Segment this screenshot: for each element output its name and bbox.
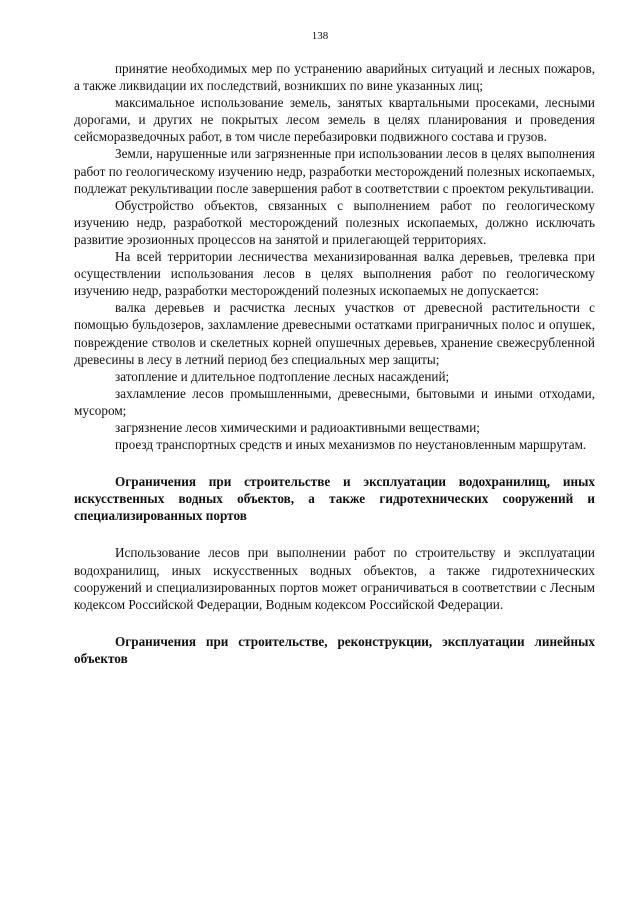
paragraph: захламление лесов промышленными, древесными, бытовыми и иными отходами, мусором; <box>74 385 595 418</box>
paragraph: принятие необходимых мер по устранению аварийных ситуаций и лесных пожаров, а также ликвидации их последствий, возникших по вине указанных лиц; <box>74 61 595 94</box>
spacer <box>74 453 595 473</box>
paragraph: проезд транспортных средств и иных механизмов по неустановленным маршрутам. <box>115 437 587 453</box>
document-body <box>74 60 595 667</box>
paragraph: На всей территории лесничества механизированная валка деревьев, трелевка при осуществлении использования лесов в целях выполнения работ по геологическому изучению недр, разработки месторождений полезных ископаемых не допускается: <box>74 249 595 299</box>
paragraph: Земли, нарушенные или загрязненные при использовании лесов в целях выполнения работ по геологическому изучению недр, разработки месторождений полезных ископаемых, подлежат рекультивации после завершения работ в соответствии с проектом рекультивации. <box>74 146 595 196</box>
page-number: 138 <box>311 30 329 42</box>
paragraph: Использование лесов при выполнении работ по строительству и эксплуатации водохранилищ, иных искусственных водных объектов, а также гидротехнических сооружений и специализированных портов может ограничиваться в соответствии с Лесным кодексом Российской Федерации, Водным кодексом Российской Федерации. <box>74 545 595 612</box>
spacer <box>74 613 595 633</box>
paragraph: загрязнение лесов химическими и радиоактивными веществами; <box>115 419 480 435</box>
section-heading: Ограничения при строительстве и эксплуатации водохранилищ, иных искусственных водных объектов, а также гидротехнических сооружений и специализированных портов <box>74 474 595 524</box>
paragraph: затопление и длительное подтопление лесных насаждений; <box>115 368 450 384</box>
section-heading: Ограничения при строительстве, реконструкции, эксплуатации линейных объектов <box>74 633 595 666</box>
spacer <box>74 524 595 544</box>
paragraph: максимальное использование земель, занятых квартальными просеками, лесными дорогами, и других не покрытых лесом земель в целях планирования и проведения сейсморазведочных работ, в том числе перебазировки подвижного состава и грузов. <box>74 95 595 145</box>
paragraph: валка деревьев и расчистка лесных участков от древесной растительности с помощью бульдозеров, захламление древесными остатками приграничных полос и опушек, повреждение стволов и скелетных корней опушечных деревьев, хранение свежесрубленной древесины в лесу в летний период без специальных мер защиты; <box>74 300 595 367</box>
paragraph: Обустройство объектов, связанных с выполнением работ по геологическому изучению недр, разработкой месторождений полезных ископаемых, должно исключать развитие эрозионных процессов на занятой и прилегающей территориях. <box>74 197 595 247</box>
